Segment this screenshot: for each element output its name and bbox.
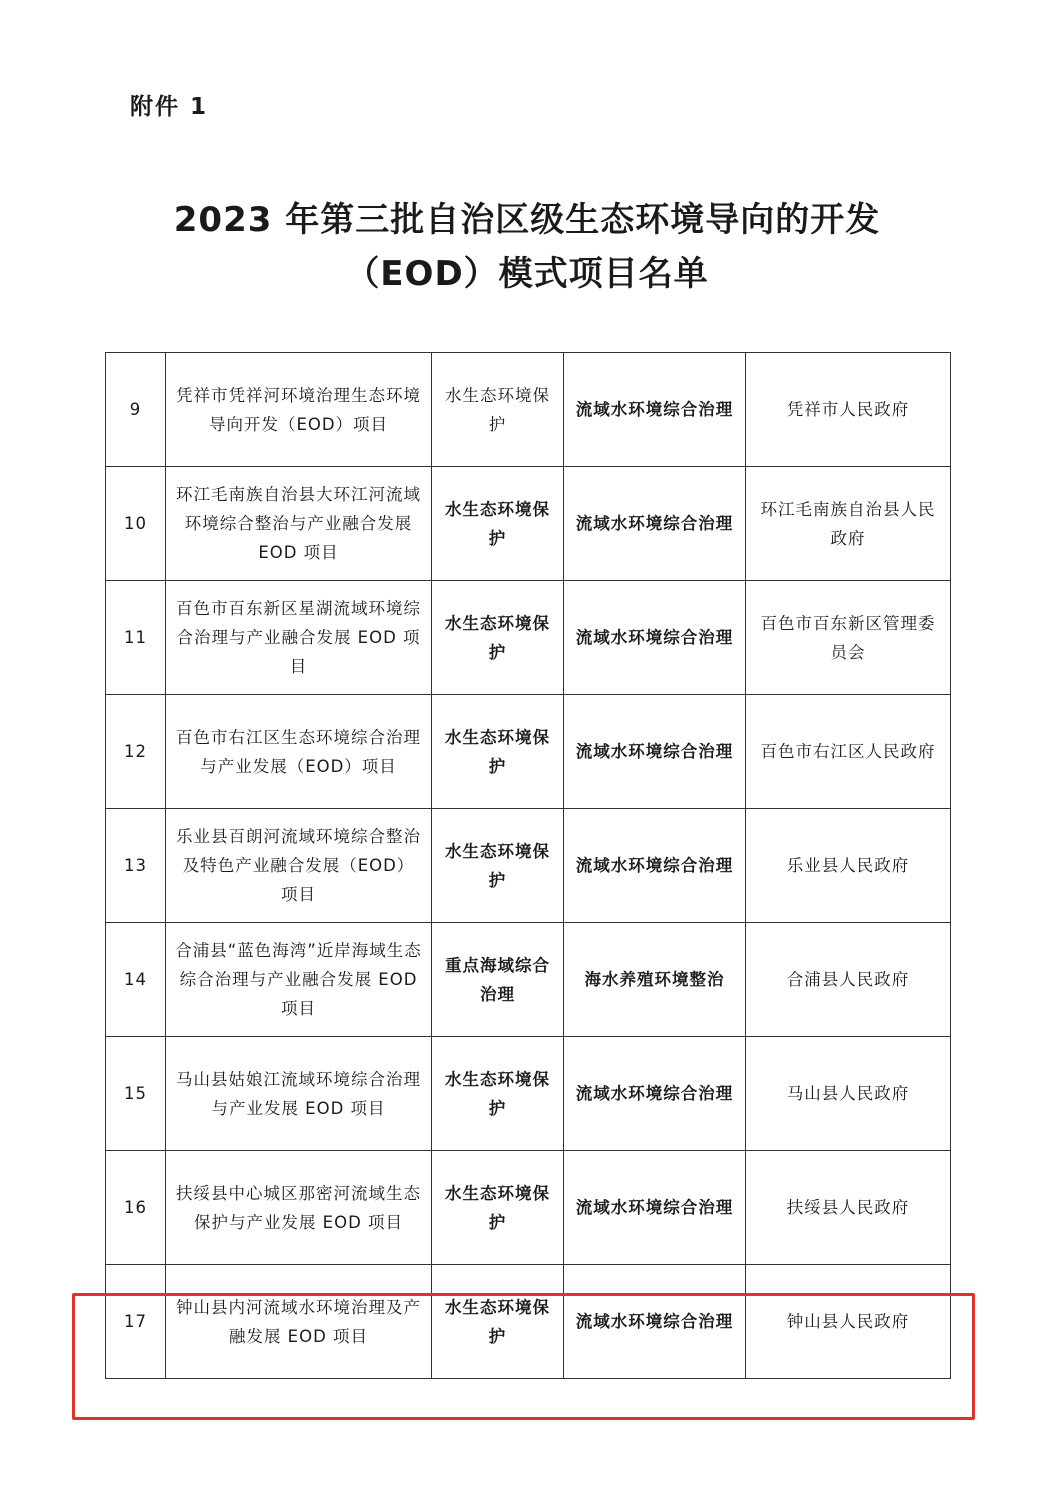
- table-row: [106, 581, 951, 695]
- project-category: 水生态环境保护: [432, 695, 564, 809]
- applicant-unit: 钟山县人民政府: [746, 1265, 951, 1379]
- row-number: 14: [106, 923, 166, 1037]
- project-name: 马山县姑娘江流域环境综合治理与产业发展 EOD 项目: [166, 1037, 432, 1151]
- project-subcategory: 流域水环境综合治理: [564, 353, 746, 467]
- project-category: 水生态环境保护: [432, 1037, 564, 1151]
- applicant-unit: 合浦县人民政府: [746, 923, 951, 1037]
- table-row: [106, 809, 951, 923]
- applicant-unit: 凭祥市人民政府: [746, 353, 951, 467]
- project-name: 钟山县内河流域水环境治理及产融发展 EOD 项目: [166, 1265, 432, 1379]
- table-row: [106, 923, 951, 1037]
- applicant-unit: 百色市右江区人民政府: [746, 695, 951, 809]
- document-title-line1: 2023 年第三批自治区级生态环境导向的开发: [173, 200, 881, 240]
- applicant-unit: 乐业县人民政府: [746, 809, 951, 923]
- row-number: 15: [106, 1037, 166, 1151]
- table-row: [106, 1151, 951, 1265]
- project-category: 重点海域综合治理: [432, 923, 564, 1037]
- project-subcategory: 流域水环境综合治理: [564, 1037, 746, 1151]
- attachment-label: 附件 1: [130, 94, 209, 120]
- row-number: 9: [106, 353, 166, 467]
- project-category: 水生态环境保护: [432, 467, 564, 581]
- table-row: [106, 353, 951, 467]
- applicant-unit: 马山县人民政府: [746, 1037, 951, 1151]
- table-row: [106, 695, 951, 809]
- project-name: 扶绥县中心城区那密河流域生态保护与产业发展 EOD 项目: [166, 1151, 432, 1265]
- project-name: 乐业县百朗河流域环境综合整治及特色产业融合发展（EOD）项目: [166, 809, 432, 923]
- table-row: [106, 467, 951, 581]
- table-row: [106, 1037, 951, 1151]
- applicant-unit: 环江毛南族自治县人民政府: [746, 467, 951, 581]
- highlight-box: [72, 1293, 975, 1420]
- project-subcategory: 海水养殖环境整治: [564, 923, 746, 1037]
- project-list-table: [105, 352, 951, 1379]
- project-name: 百色市百东新区星湖流域环境综合治理与产业融合发展 EOD 项目: [166, 581, 432, 695]
- project-subcategory: 流域水环境综合治理: [564, 581, 746, 695]
- row-number: 10: [106, 467, 166, 581]
- project-name: 合浦县“蓝色海湾”近岸海域生态综合治理与产业融合发展 EOD 项目: [166, 923, 432, 1037]
- project-subcategory: 流域水环境综合治理: [564, 695, 746, 809]
- row-number: 12: [106, 695, 166, 809]
- project-category: 水生态环境保护: [432, 1265, 564, 1379]
- project-subcategory: 流域水环境综合治理: [564, 467, 746, 581]
- applicant-unit: 扶绥县人民政府: [746, 1151, 951, 1265]
- row-number: 16: [106, 1151, 166, 1265]
- applicant-unit: 百色市百东新区管理委员会: [746, 581, 951, 695]
- row-number: 13: [106, 809, 166, 923]
- project-category: 水生态环境保护: [432, 809, 564, 923]
- project-category: 水生态环境保护: [432, 1151, 564, 1265]
- project-subcategory: 流域水环境综合治理: [564, 1265, 746, 1379]
- project-name: 环江毛南族自治县大环江河流域环境综合整治与产业融合发展 EOD 项目: [166, 467, 432, 581]
- project-subcategory: 流域水环境综合治理: [564, 1151, 746, 1265]
- project-category: 水生态环境保护: [432, 353, 564, 467]
- row-number: 17: [106, 1265, 166, 1379]
- row-number: 11: [106, 581, 166, 695]
- project-subcategory: 流域水环境综合治理: [564, 809, 746, 923]
- document-title-line2: （EOD）模式项目名单: [345, 254, 709, 294]
- project-category: 水生态环境保护: [432, 581, 564, 695]
- project-name: 百色市右江区生态环境综合治理与产业发展（EOD）项目: [166, 695, 432, 809]
- project-name: 凭祥市凭祥河环境治理生态环境导向开发（EOD）项目: [166, 353, 432, 467]
